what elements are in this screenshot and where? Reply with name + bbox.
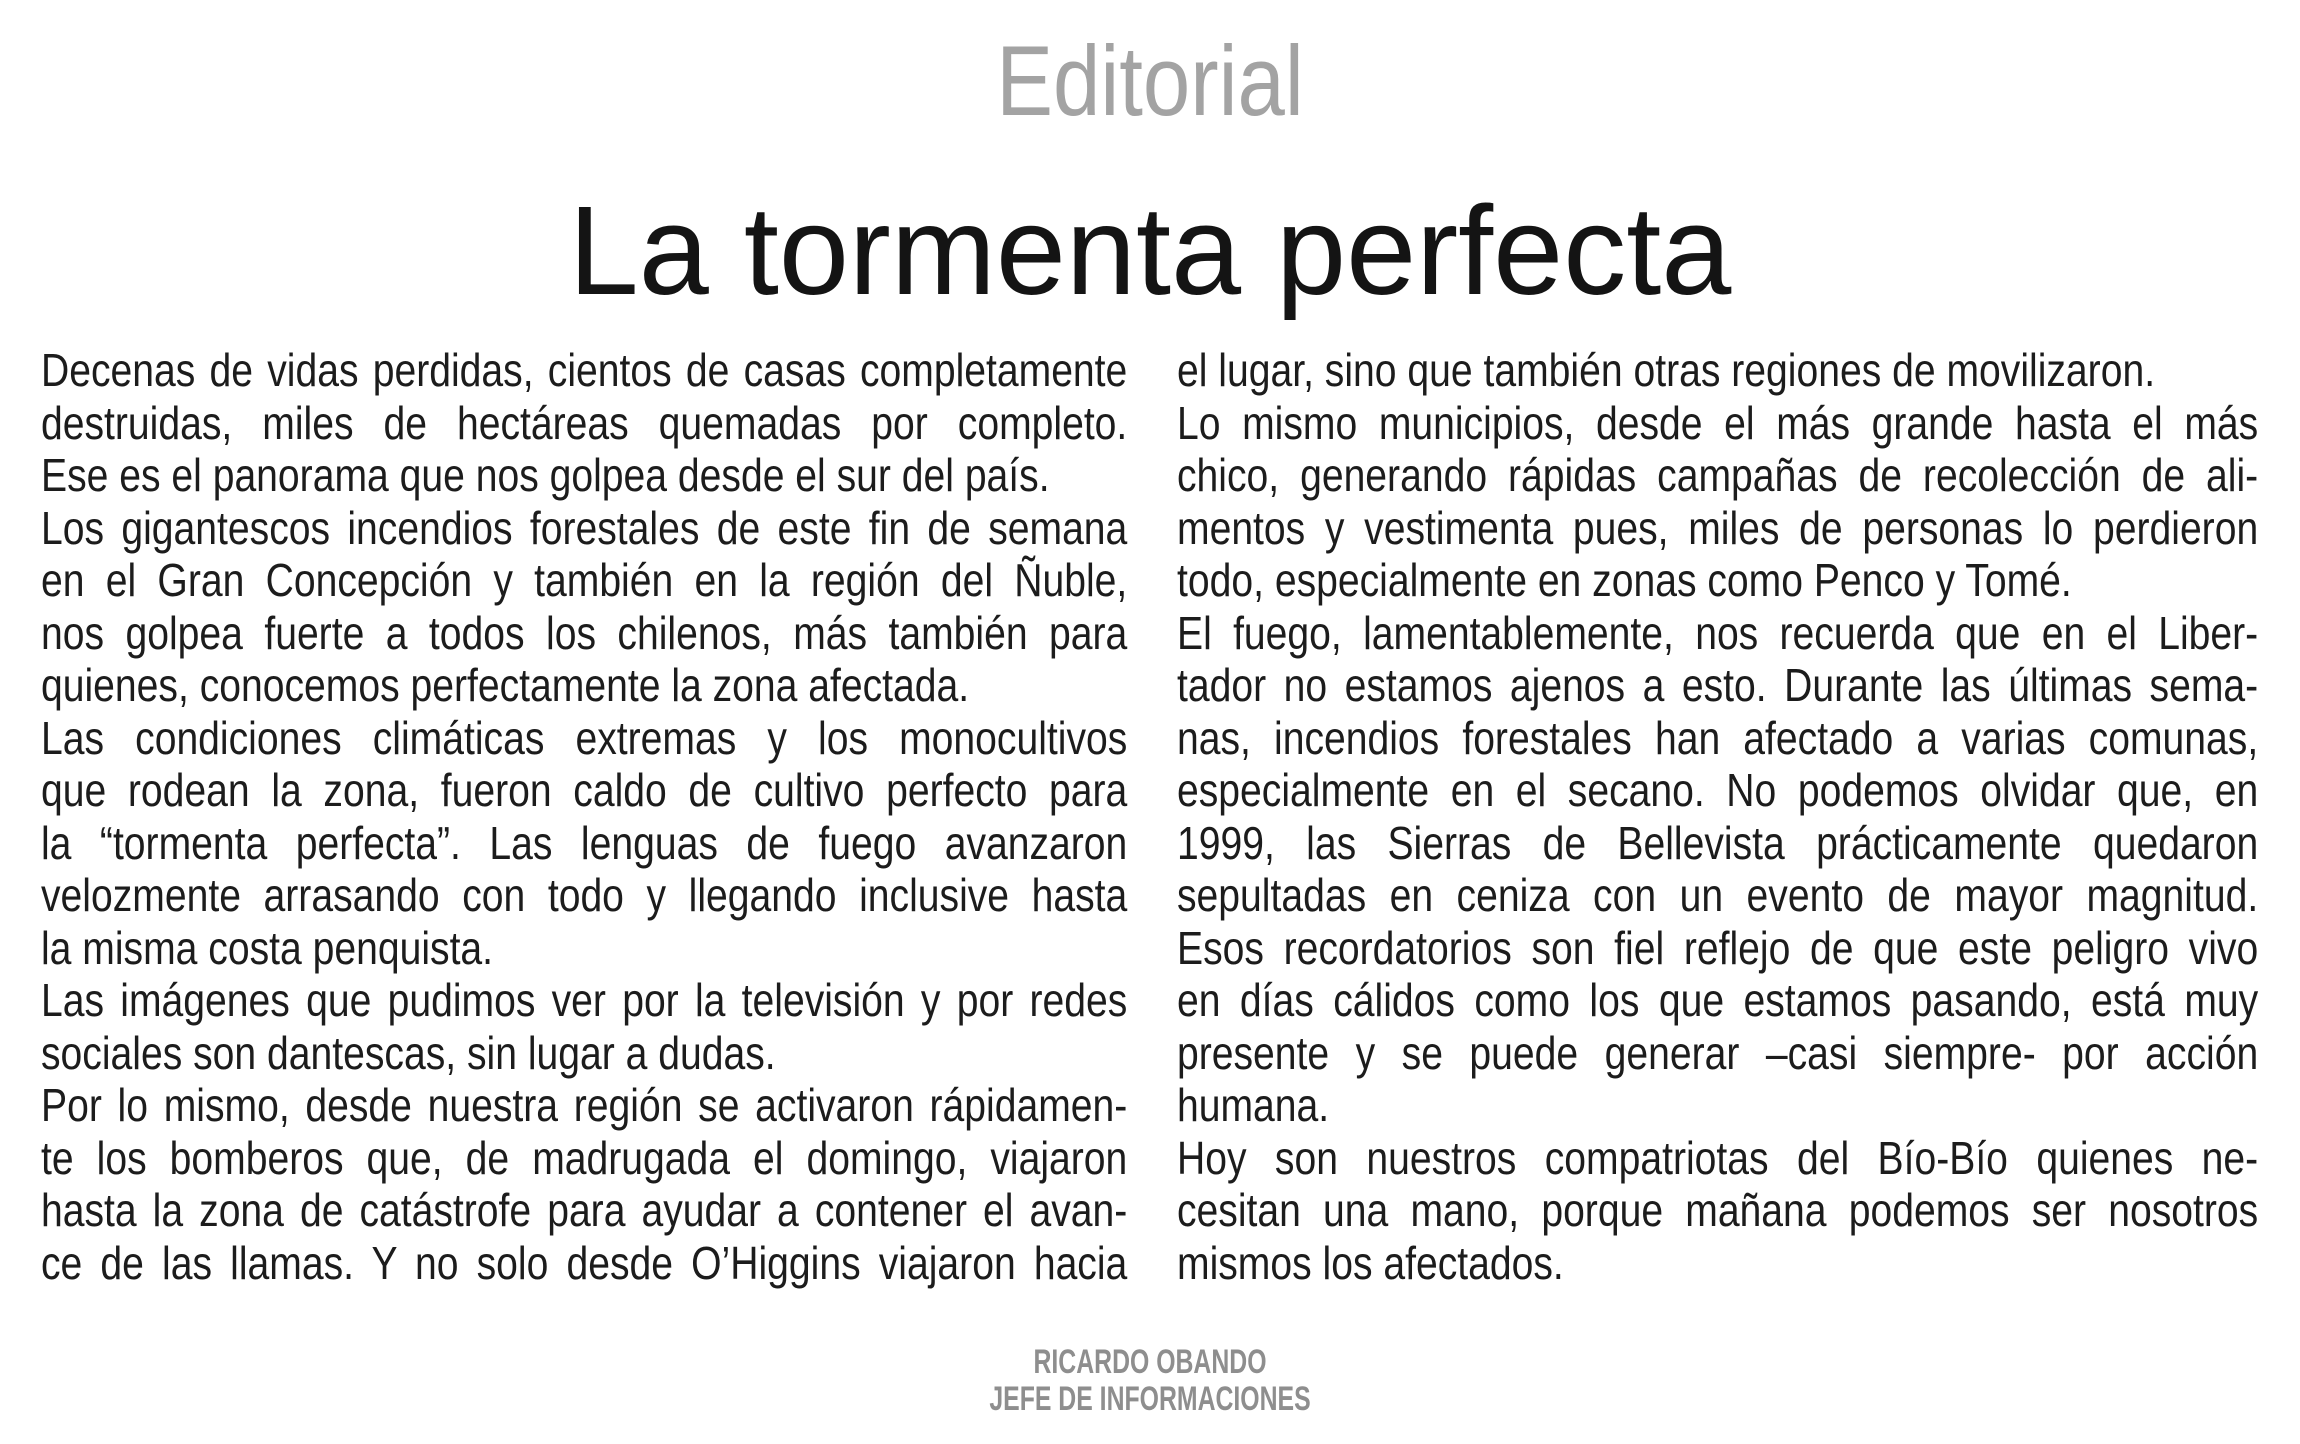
body-line: 1999, las Sierras de Bellevista prácticamente quedaron xyxy=(1177,816,2259,869)
section-label: Editorial xyxy=(996,25,1304,136)
body-line: te los bomberos que, de madrugada el domingo, viajaron xyxy=(41,1131,1128,1184)
body-line: Las condiciones climáticas extremas y los monocultivos xyxy=(41,711,1128,764)
body-line: sociales son dantescas, sin lugar a dudas. xyxy=(41,1026,776,1079)
paragraph xyxy=(1177,397,2258,607)
paragraph xyxy=(1177,607,2258,922)
body-line: Lo mismo municipios, desde el más grande hasta el más xyxy=(1177,396,2259,449)
body-line: Decenas de vidas perdidas, cientos de casas completamente xyxy=(41,344,1128,396)
body-line: Las imágenes que pudimos ver por la televisión y por redes xyxy=(41,974,1128,1026)
body-line: Por lo mismo, desde nuestra región se activaron rápidamen- xyxy=(41,1079,1128,1131)
body-line: chico, generando rápidas campañas de recolección de ali- xyxy=(1177,449,2259,501)
body-line: Ese es el panorama que nos golpea desde el sur del país. xyxy=(41,449,1050,501)
body-line: la “tormenta perfecta”. Las lenguas de fuego avanzaron xyxy=(41,816,1128,869)
body-line: humana. xyxy=(1177,1079,1330,1131)
body-line: Hoy son nuestros compatriotas del Bío-Bío quienes ne- xyxy=(1177,1131,2259,1184)
body-line: destruidas, miles de hectáreas quemadas por completo. xyxy=(41,396,1128,449)
paragraph xyxy=(41,502,1127,712)
paragraph xyxy=(1177,922,2258,1132)
body-line: especialmente en el secano. No podemos olvidar que, en xyxy=(1177,764,2259,816)
body-line: El fuego, lamentablemente, nos recuerda que en el Liber- xyxy=(1177,606,2259,659)
body-line: presente y se puede generar –casi siempre- por acción xyxy=(1177,1026,2259,1079)
author-title: JEFE DE INFORMACIONES xyxy=(989,1380,1311,1418)
byline xyxy=(311,1344,1990,1418)
paragraph xyxy=(1177,1132,2258,1290)
body-line: que rodean la zona, fueron caldo de cultivo perfecto para xyxy=(41,764,1128,816)
body-line: hasta la zona de catástrofe para ayudar a contener el avan- xyxy=(41,1184,1128,1236)
author-name: RICARDO OBANDO xyxy=(1033,1343,1267,1381)
body-line: Esos recordatorios son fiel reflejo de que este peligro vivo xyxy=(1177,921,2259,974)
headline: La tormenta perfecta xyxy=(568,180,1732,321)
body-line: nos golpea fuerte a todos los chilenos, más también para xyxy=(41,606,1128,659)
body-line: sepultadas en ceniza con un evento de mayor magnitud. xyxy=(1177,869,2259,921)
body-line: en días cálidos como los que estamos pasando, está muy xyxy=(1177,974,2259,1026)
body-line: quienes, conocemos perfectamente la zona afectada. xyxy=(41,659,970,711)
body-line: tador no estamos ajenos a esto. Durante las últimas sema- xyxy=(1177,659,2259,711)
body-line: nas, incendios forestales han afectado a varias comunas, xyxy=(1177,711,2259,764)
paragraph xyxy=(41,344,1127,502)
paragraph-continued xyxy=(1177,344,2258,397)
paragraph xyxy=(41,974,1127,1079)
body-line: Los gigantescos incendios forestales de este fin de semana xyxy=(41,501,1128,554)
body-line: velozmente arrasando con todo y llegando inclusive hasta xyxy=(41,869,1128,921)
body-line: mentos y vestimenta pues, miles de personas lo perdieron xyxy=(1177,501,2259,554)
body-line: mismos los afectados. xyxy=(1177,1236,1564,1289)
body-line: ce de las llamas. Y no solo desde O’Higgins viajaron hacia xyxy=(41,1236,1128,1289)
body-line: la misma costa penquista. xyxy=(41,921,494,974)
body-line: todo, especialmente en zonas como Penco y Tomé. xyxy=(1177,554,2072,606)
left-column xyxy=(41,344,1128,1290)
paragraph xyxy=(41,1079,1127,1289)
right-column xyxy=(1177,344,2259,1290)
body-line: el lugar, sino que también otras regiones de movilizaron. xyxy=(1177,344,2156,396)
body-line: cesitan una mano, porque mañana podemos ser nosotros xyxy=(1177,1184,2259,1236)
paragraph xyxy=(41,712,1127,975)
body-line: en el Gran Concepción y también en la región del Ñuble, xyxy=(41,554,1128,606)
